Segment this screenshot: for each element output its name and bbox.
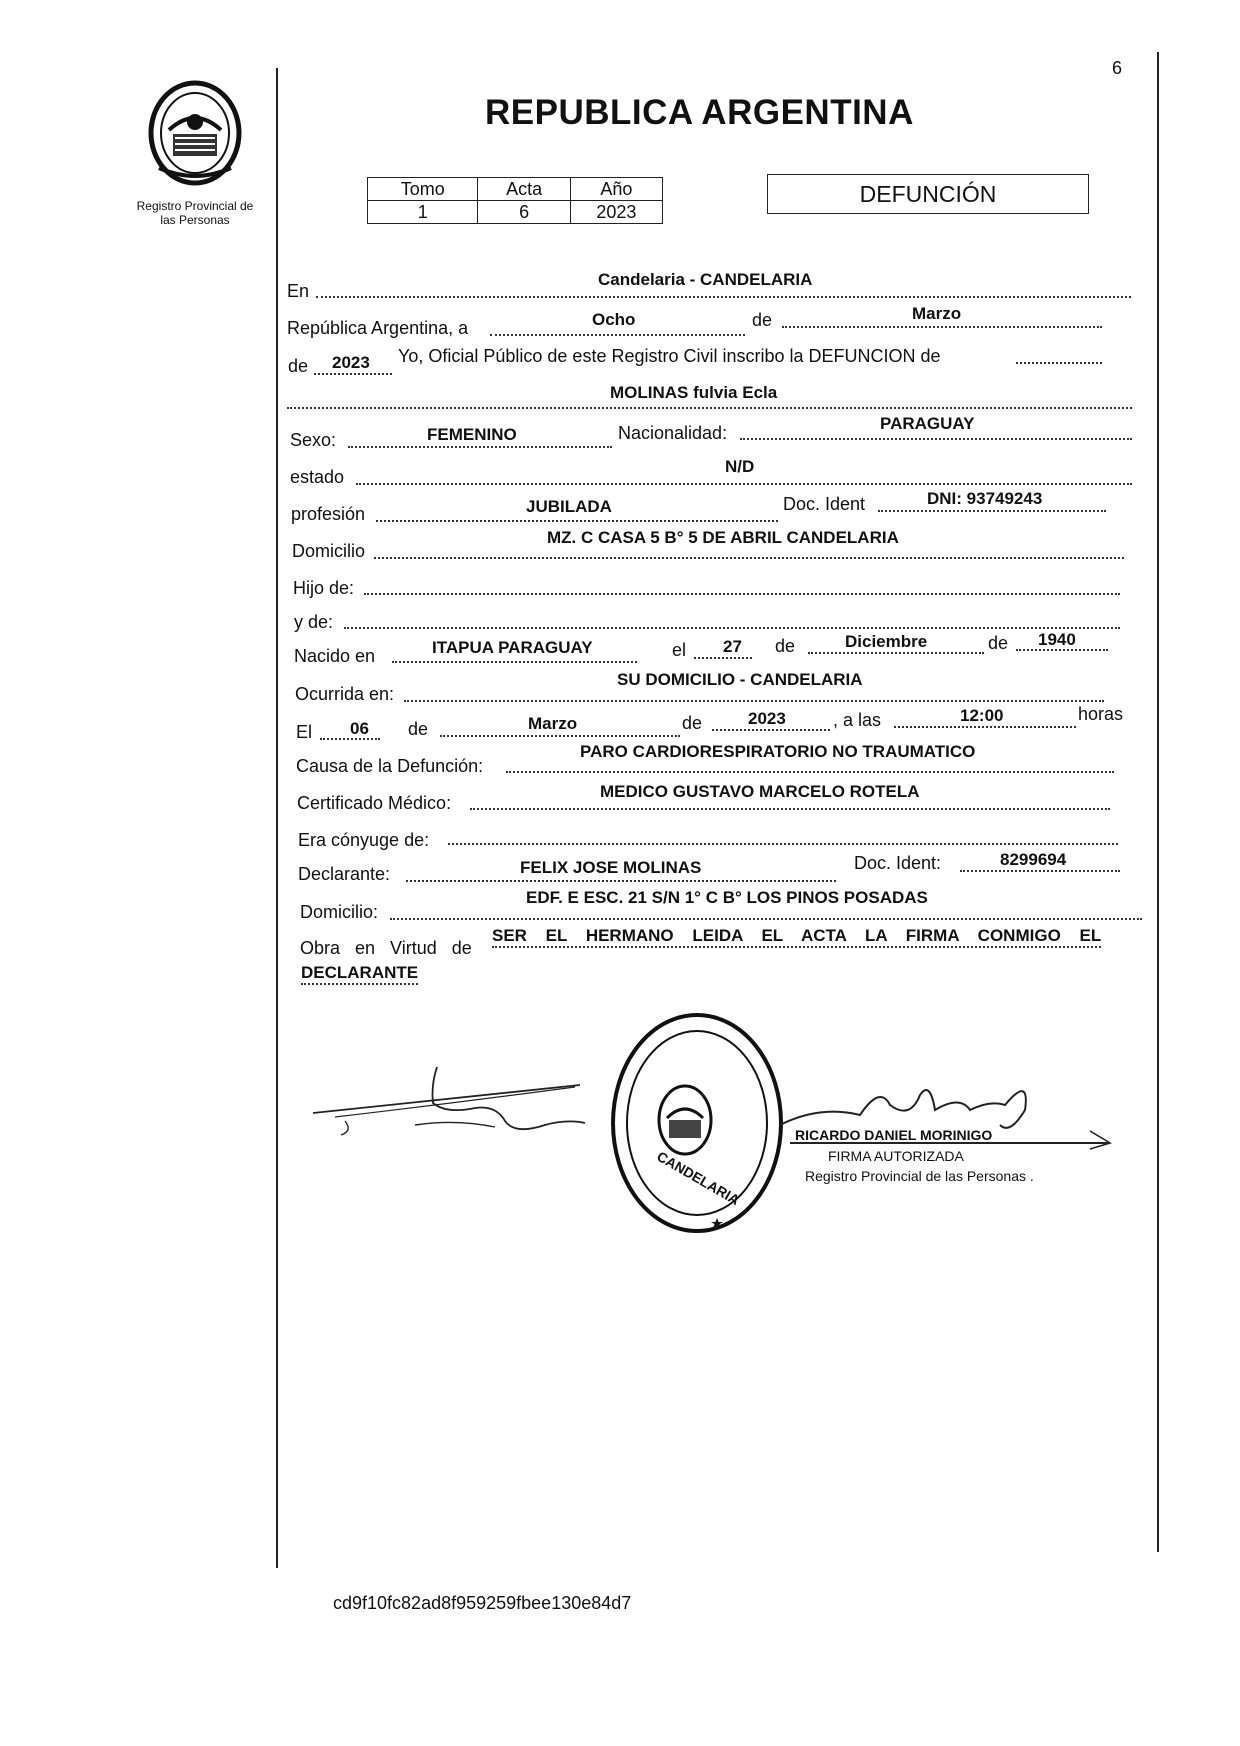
profession-value: JUBILADA: [526, 497, 612, 516]
doc-dots: [878, 510, 1106, 512]
provincial-seal-logo: [145, 78, 245, 188]
sex-label: Sexo:: [290, 430, 337, 450]
place-value: Candelaria - CANDELARIA: [598, 270, 813, 289]
declarant-domicile-dots: [390, 918, 1142, 920]
death-day-value: 06: [350, 719, 369, 738]
inscribe-dots: [1016, 362, 1102, 364]
birth-day-dots: [694, 657, 752, 659]
place-dots: [316, 296, 1131, 298]
doc-value: DNI: 93749243: [927, 489, 1043, 508]
death-time-value: 12:00: [960, 706, 1004, 725]
sex-value: FEMENINO: [427, 425, 517, 444]
declarant-doc-dots: [960, 870, 1120, 872]
page-title: REPUBLICA ARGENTINA: [485, 93, 914, 132]
cause-label: Causa de la Defunción:: [296, 756, 484, 776]
el-label: el: [672, 640, 687, 660]
month-value: Marzo: [912, 304, 962, 323]
virtue-line1: SER EL HERMANO LEIDA EL ACTA LA FIRMA CONMIGO EL: [492, 926, 1101, 948]
record-table-header-tomo: Tomo: [368, 178, 478, 201]
certificate-value: MEDICO GUSTAVO MARCELO ROTELA: [600, 782, 920, 801]
declarant-dots: [406, 880, 836, 882]
de-label-4: de: [988, 633, 1009, 653]
name-dots: [287, 407, 1132, 409]
official-name: RICARDO DANIEL MORINIGO: [795, 1127, 993, 1143]
record-type-box: DEFUNCIÓN: [767, 174, 1089, 214]
born-place-value: ITAPUA PARAGUAY: [432, 638, 593, 657]
record-table-header-anio: Año: [570, 178, 662, 201]
occurred-label: Ocurrida en:: [295, 684, 395, 704]
declarant-label: Declarante:: [298, 864, 391, 884]
nationality-value: PARAGUAY: [880, 414, 975, 433]
doc-label: Doc. Ident: [783, 494, 866, 514]
de-label-1: de: [752, 310, 773, 330]
de-label-5: de: [408, 719, 429, 739]
profession-dots: [376, 520, 778, 522]
de-label-3: de: [775, 636, 796, 656]
birth-month-value: Diciembre: [845, 632, 928, 651]
nationality-dots: [740, 438, 1132, 440]
year-value: 2023: [332, 353, 370, 372]
declarant-value: FELIX JOSE MOLINAS: [520, 858, 702, 877]
spouse-label: Era cónyuge de:: [298, 830, 430, 850]
domicile-label: Domicilio: [292, 541, 366, 561]
republic-label: República Argentina, a: [287, 318, 469, 338]
death-year-dots: [712, 729, 830, 731]
cause-value: PARO CARDIORESPIRATORIO NO TRAUMATICO: [580, 742, 976, 761]
estado-value: N/D: [725, 457, 755, 476]
de-label-6: de: [682, 713, 703, 733]
record-table-value-tomo: 1: [368, 201, 478, 224]
death-month-value: Marzo: [528, 714, 578, 733]
el-cap-label: El: [296, 722, 313, 742]
domicile-value: MZ. C CASA 5 B° 5 DE ABRIL CANDELARIA: [547, 528, 899, 547]
born-label: Nacido en: [294, 646, 376, 666]
year-dots: [314, 373, 392, 375]
declarant-doc-label: Doc. Ident:: [854, 853, 942, 873]
registry-caption: Registro Provincial de las Personas: [136, 199, 254, 227]
domicile-dots: [374, 557, 1124, 559]
occurred-dots: [404, 700, 1104, 702]
born-place-dots: [392, 661, 637, 663]
record-table-value-row: [368, 201, 663, 224]
official-role: FIRMA AUTORIZADA: [828, 1148, 964, 1164]
declarant-signature: [305, 1065, 595, 1145]
right-margin-line: [1157, 52, 1159, 1552]
death-year-value: 2023: [748, 709, 786, 728]
death-month-dots: [440, 735, 680, 737]
page-number: 6: [1112, 58, 1123, 78]
spouse-dots: [448, 843, 1118, 845]
declarant-domicile-value: EDF. E ESC. 21 S/N 1° C B° LOS PINOS POSADAS: [526, 888, 928, 907]
record-table-value-acta: 6: [478, 201, 570, 224]
month-dots: [782, 326, 1102, 328]
virtue-line2: DECLARANTE: [301, 963, 418, 985]
day-word-dots: [490, 334, 745, 336]
son-of-dots: [364, 593, 1120, 595]
de-label-2: de: [288, 356, 309, 376]
inscribe-text: Yo, Oficial Público de este Registro Civil inscribo la DEFUNCION de: [398, 346, 941, 366]
day-word-value: Ocho: [592, 310, 636, 329]
official-registry: Registro Provincial de las Personas .: [805, 1168, 1034, 1184]
virtue-label: Obra en Virtud de: [300, 938, 472, 958]
at-label: , a las: [833, 710, 882, 730]
birth-month-dots: [808, 652, 984, 654]
sex-dots: [348, 446, 612, 448]
death-time-dots: [894, 726, 1076, 728]
record-table-value-anio: 2023: [570, 201, 662, 224]
certificate-label: Certificado Médico:: [297, 793, 452, 813]
left-margin-line: [276, 68, 278, 1568]
profession-label: profesión: [291, 504, 366, 524]
estado-label: estado: [290, 467, 345, 487]
record-table-header-row: [368, 178, 663, 201]
en-label: En: [287, 281, 310, 301]
cause-dots: [506, 771, 1114, 773]
and-of-dots: [344, 627, 1120, 629]
declarant-domicile-label: Domicilio:: [300, 902, 379, 922]
occurred-value: SU DOMICILIO - CANDELARIA: [617, 670, 863, 689]
hours-label: horas: [1078, 704, 1124, 724]
stamp-center-text: CANDELARIA: [654, 1147, 743, 1209]
and-of-label: y de:: [294, 612, 334, 632]
birth-year-value: 1940: [1038, 630, 1076, 649]
declarant-doc-value: 8299694: [1000, 850, 1067, 869]
estado-dots: [356, 483, 1132, 485]
birth-day-value: 27: [723, 637, 742, 656]
document-hash: cd9f10fc82ad8f959259fbee130e84d7: [333, 1593, 632, 1613]
deceased-name: MOLINAS fulvia Ecla: [610, 383, 778, 402]
record-table-header-acta: Acta: [478, 178, 570, 201]
certificate-dots: [470, 808, 1110, 810]
nationality-label: Nacionalidad:: [618, 423, 728, 443]
son-of-label: Hijo de:: [293, 578, 355, 598]
record-table: [367, 177, 663, 224]
